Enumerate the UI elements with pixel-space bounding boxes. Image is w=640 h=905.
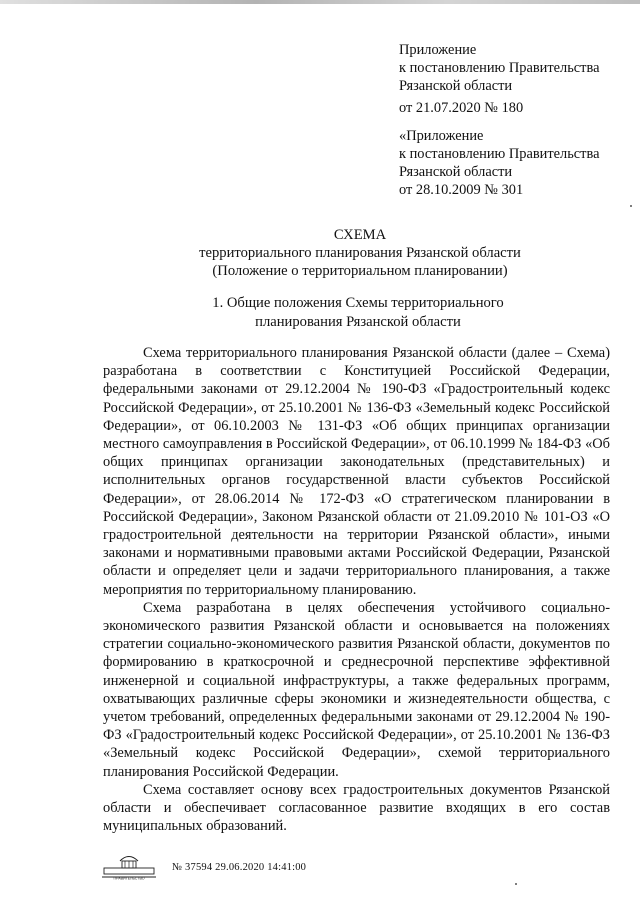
title-heading: СХЕМА <box>333 227 387 243</box>
section-heading <box>0 294 640 331</box>
annex-region: Рязанской области <box>399 78 513 94</box>
annex-previous <box>399 127 631 199</box>
document-body <box>103 344 610 835</box>
government-stamp-icon <box>98 850 160 880</box>
scan-speck <box>630 205 632 207</box>
annex-label: «Приложение <box>399 128 484 144</box>
annex-region: Рязанской области <box>399 164 513 180</box>
section-heading-line: планирования Рязанской области <box>255 313 461 330</box>
scan-speck <box>515 883 517 885</box>
title-subtitle: территориального планирования Рязанской области <box>199 245 521 261</box>
title-note: (Положение о территориальном планировании) <box>212 263 508 279</box>
scan-edge <box>0 0 640 4</box>
annex-label: Приложение <box>399 42 477 58</box>
section-heading-line: 1. Общие положения Схемы территориального <box>212 295 504 311</box>
annex-date: от 28.10.2009 № 301 <box>399 182 524 198</box>
stamp-caption: ПРАВИТЕЛЬСТВО <box>113 876 145 880</box>
document-title <box>40 226 640 280</box>
registration-number: № 37594 29.06.2020 14:41:00 <box>172 862 307 873</box>
annex-current <box>399 41 631 117</box>
paragraph: Схема территориального планирования Рязанской области (далее – Схема) разработана в соответствии с Конституцией Российской Федерации, федеральными законами от 29.12.2004 № 190-ФЗ «Градостроительный кодекс Российской Федерации», от 25.10.2001 № 136-ФЗ «Земельный кодекс Российской Федерации», от 06.10.2003 № 131-ФЗ «Об общих принципах организации местного самоуправления в Российской Федерации», от 06.10.1999 № 184-ФЗ «Об общих принципах организации законодательных (представительных) и исполнительных органов государственной власти субъектов Российской Федерации», от 28.06.2014 № 172-ФЗ «О стратегическом планировании в Российской Федерации», Законом Рязанской области от 21.09.2010 № 101-ОЗ «О градостроительной деятельности на территории Рязанской области», иными законами и нормативными правовыми актами Российской Федерации, Рязанской области и определяет цели и задачи территориального планирования, а также мероприятия по территориальному планированию. <box>103 345 610 598</box>
annex-decree: к постановлению Правительства <box>399 146 600 162</box>
paragraph: Схема разработана в целях обеспечения устойчивого социально-экономического развития Рязанской области и основывается на положениях стратегии социально-экономического развития Рязанской области, документов по формированию в краткосрочной и среднесрочной перспективе эффективной инженерной и социальной инфраструктуры, а также федеральных программ, охватывающих различные сферы экономики и жизнедеятельности общества, с учетом требований, определенных федеральными законами от 29.12.2004 № 190-ФЗ «Градостроительный кодекс Российской Федерации», от 25.10.2001 № 136-ФЗ «Земельный кодекс Российской Федерации», схемой территориального планирования Российской Федерации. <box>103 599 610 780</box>
paragraph: Схема составляет основу всех градостроительных документов Рязанской области и обеспечивает согласованное развитие входящих в его состав муниципальных образований. <box>103 781 610 835</box>
annex-date: от 21.07.2020 № 180 <box>399 100 524 116</box>
annex-decree: к постановлению Правительства <box>399 60 600 76</box>
